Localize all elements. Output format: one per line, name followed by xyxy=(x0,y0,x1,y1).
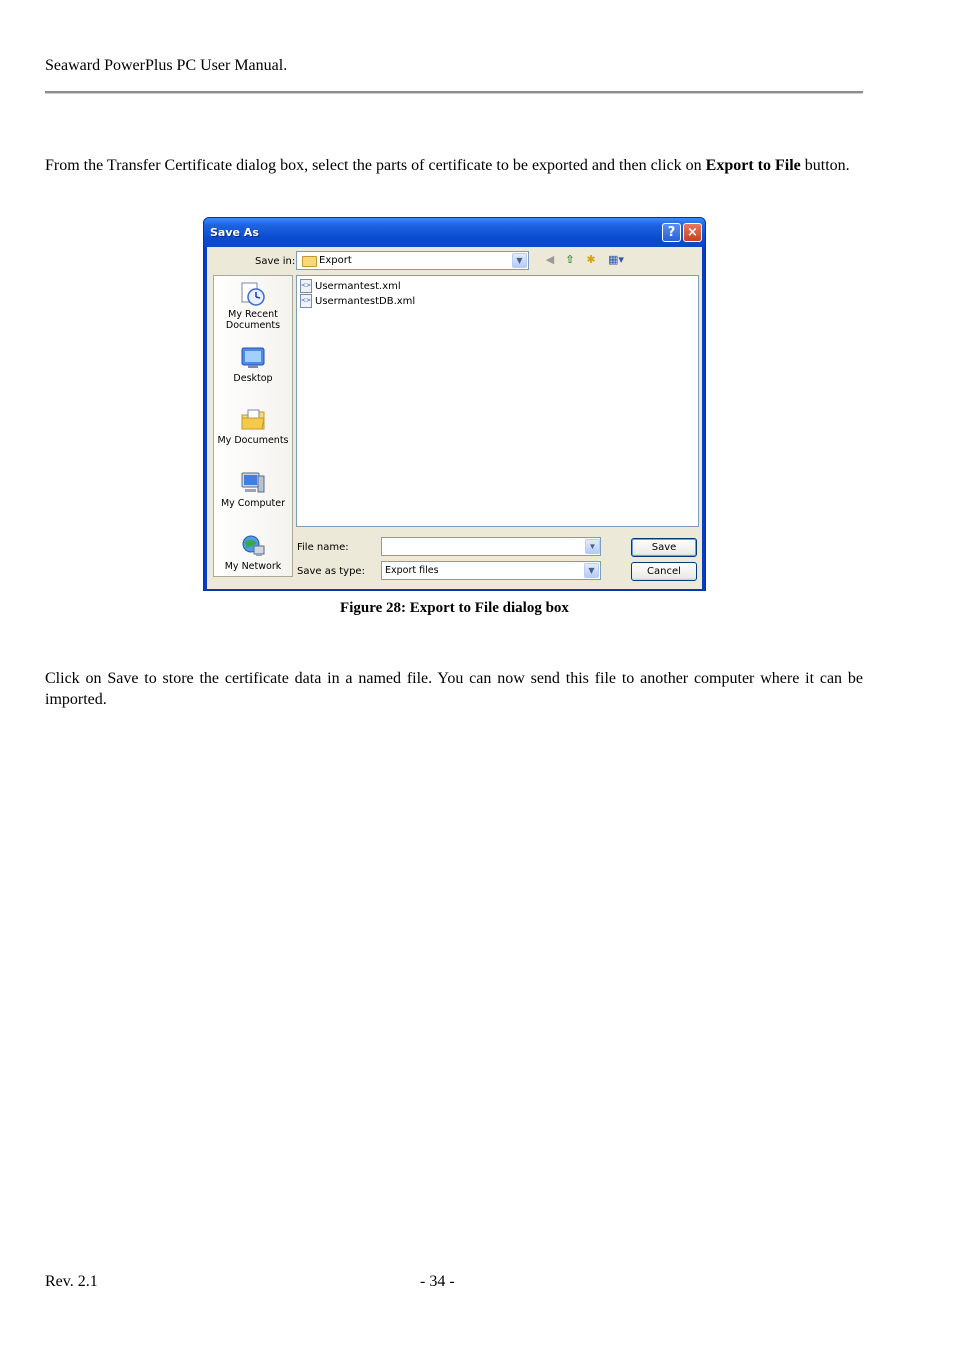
intro-bold: Export to File xyxy=(705,157,801,174)
folder-icon xyxy=(302,256,317,267)
file-name-label: File name: xyxy=(297,542,349,553)
save-in-label: Save in: xyxy=(255,256,296,267)
desktop-icon xyxy=(239,345,267,371)
header-rule xyxy=(45,91,863,94)
file-item-label: Usermantest.xml xyxy=(315,281,401,292)
intro-text-before: From the Transfer Certificate dialog box, select the parts of certificate to be exported and then click on xyxy=(45,157,706,174)
my-computer-icon xyxy=(239,470,267,496)
dialog-title: Save As xyxy=(210,226,259,239)
place-label: Desktop xyxy=(233,373,273,384)
views-menu-icon[interactable]: ▦▾ xyxy=(608,253,624,266)
dialog-titlebar[interactable] xyxy=(204,218,705,247)
header-title: Seaward PowerPlus PC User Manual. xyxy=(45,57,288,74)
save-as-type-label: Save as type: xyxy=(297,566,365,577)
place-desktop[interactable] xyxy=(214,345,292,384)
my-network-icon xyxy=(239,533,267,559)
back-icon[interactable]: ◀ xyxy=(545,253,555,266)
place-label: My Recent Documents xyxy=(225,309,281,331)
file-name-combo[interactable] xyxy=(381,537,601,556)
place-my-network[interactable] xyxy=(214,533,292,572)
body-paragraph: Click on Save to store the certificate data in a named file. You can now send this file to another computer where it can be imported. xyxy=(45,670,863,708)
close-button[interactable]: × xyxy=(683,223,702,242)
chevron-down-icon[interactable]: ▼ xyxy=(512,253,527,268)
chevron-down-icon[interactable]: ▼ xyxy=(585,539,600,554)
save-as-type-combo[interactable] xyxy=(381,561,601,580)
xml-file-icon: <> xyxy=(300,294,312,308)
place-my-documents[interactable] xyxy=(214,407,292,446)
intro-paragraph xyxy=(45,155,863,176)
figure-caption: Figure 28: Export to File dialog box xyxy=(340,600,569,616)
save-as-dialog xyxy=(203,217,706,591)
place-label: My Network xyxy=(224,561,282,572)
help-button[interactable]: ? xyxy=(662,223,681,242)
place-label: My Documents xyxy=(217,435,289,446)
up-folder-icon[interactable]: ⇧ xyxy=(565,253,575,266)
new-folder-icon[interactable]: ✱ xyxy=(586,253,596,266)
intro-text-after: button. xyxy=(800,157,850,174)
save-button[interactable]: Save xyxy=(631,538,697,557)
save-as-type-value: Export files xyxy=(385,565,439,576)
recent-documents-icon xyxy=(239,281,267,307)
place-my-computer[interactable] xyxy=(214,470,292,509)
xml-file-icon: <> xyxy=(300,279,312,293)
places-bar xyxy=(213,275,293,577)
file-item-label: UsermantestDB.xml xyxy=(315,296,416,307)
file-item[interactable] xyxy=(300,279,401,293)
save-in-value: Export xyxy=(319,255,352,266)
my-documents-icon xyxy=(239,407,267,433)
place-label: My Computer xyxy=(220,498,286,509)
place-recent-documents[interactable] xyxy=(214,281,292,331)
file-item[interactable] xyxy=(300,294,415,308)
footer-revision: Rev. 2.1 xyxy=(45,1273,98,1290)
save-in-combo[interactable] xyxy=(296,251,529,270)
chevron-down-icon[interactable]: ▼ xyxy=(584,563,599,578)
file-list[interactable] xyxy=(296,275,699,527)
footer-page-number: - 34 - xyxy=(420,1273,455,1290)
file-name-input[interactable] xyxy=(381,537,601,556)
cancel-button[interactable]: Cancel xyxy=(631,562,697,581)
